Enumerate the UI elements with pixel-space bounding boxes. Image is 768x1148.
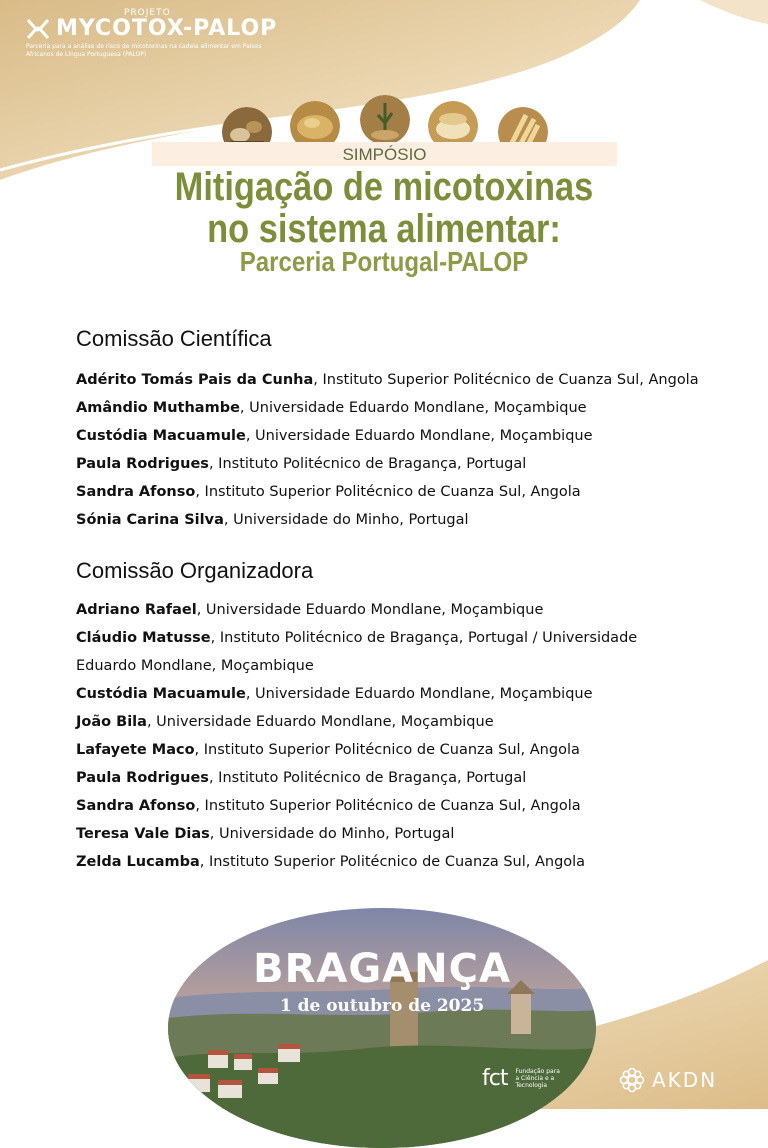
top-right-wave <box>700 0 768 24</box>
member-affiliation: , Universidade Eduardo Mondlane, Moçambique <box>239 400 587 416</box>
member-affiliation: , Universidade Eduardo Mondlane, Moçambique <box>245 428 593 444</box>
list-item <box>76 366 736 394</box>
akdn-emblem-icon <box>618 1066 646 1094</box>
project-label: PROJETO <box>124 8 171 18</box>
member-affiliation: , Universidade do Minho, Portugal <box>223 512 469 528</box>
list-item <box>76 764 736 792</box>
member-affiliation: , Instituto Superior Politécnico de Cuanza Sul, Angola <box>194 742 580 758</box>
symposium-label: SIMPÓSIO <box>342 145 427 164</box>
member-name: Amândio Muthambe <box>76 400 240 416</box>
list-item <box>76 422 736 450</box>
list-item <box>76 708 736 736</box>
list-item <box>76 394 736 422</box>
project-logo <box>26 8 286 59</box>
list-item <box>76 680 736 708</box>
member-affiliation: , Instituto Superior Politécnico de Cuanza Sul, Angola <box>195 484 581 500</box>
event-subtitle: Parceria Portugal-PALOP <box>239 246 529 277</box>
member-name: Paula Rodrigues <box>76 770 209 786</box>
list-item <box>76 820 736 848</box>
akdn-logo <box>618 1066 717 1094</box>
project-name: MYCOTOX-PALOP <box>56 16 278 41</box>
member-name: Lafayete Maco <box>76 742 195 758</box>
member-name: Adriano Rafael <box>76 602 197 618</box>
member-affiliation: , Instituto Superior Politécnico de Cuanza Sul, Angola <box>195 798 581 814</box>
member-affiliation: , Instituto Politécnico de Bragança, Portugal / Universidade Eduardo Mondlane, Moçambique <box>76 630 638 674</box>
member-name: Sónia Carina Silva <box>76 512 224 528</box>
list-item <box>76 478 736 506</box>
organizing-committee-list <box>76 596 736 876</box>
mycotox-logo-icon <box>26 18 50 40</box>
list-item <box>76 736 736 764</box>
member-affiliation: , Instituto Superior Politécnico de Cuanza Sul, Angola <box>199 854 586 870</box>
organizing-committee-heading: Comissão Organizadora <box>76 558 314 583</box>
city-name: BRAGANÇA <box>253 946 511 992</box>
member-affiliation: , Instituto Politécnico de Bragança, Portugal <box>208 456 527 472</box>
event-title-line1: Mitigação de micotoxinas <box>174 165 594 209</box>
list-item <box>76 596 736 624</box>
member-name: Zelda Lucamba <box>76 854 200 870</box>
member-affiliation: , Universidade Eduardo Mondlane, Moçambique <box>196 602 544 618</box>
member-affiliation: , Universidade do Minho, Portugal <box>209 826 455 842</box>
fct-text: Fundação para a Ciência e a Tecnologia <box>515 1068 560 1089</box>
city-illustration <box>168 908 596 1148</box>
member-affiliation: , Instituto Superior Politécnico de Cuanza Sul, Angola <box>313 372 699 388</box>
scientific-committee-list <box>76 366 736 534</box>
member-name: Sandra Afonso <box>76 484 196 500</box>
project-subtitle: Parceria para a análise de risco de micotoxinas na cadeia alimentar em Países Africanos de Língua Portuguesa (PALOP) <box>26 43 262 58</box>
member-name: João Bila <box>76 714 147 730</box>
member-affiliation: , Universidade Eduardo Mondlane, Moçambique <box>146 714 494 730</box>
scientific-committee-heading: Comissão Científica <box>76 326 272 351</box>
list-item <box>76 848 736 876</box>
member-affiliation: , Instituto Politécnico de Bragança, Portugal <box>208 770 527 786</box>
member-name: Custódia Macuamule <box>76 428 246 444</box>
list-item <box>76 624 676 680</box>
event-date: 1 de outubro de 2025 <box>279 996 485 1016</box>
braganca-photo <box>168 908 596 1148</box>
member-name: Teresa Vale Dias <box>76 826 210 842</box>
member-affiliation: , Universidade Eduardo Mondlane, Moçambique <box>245 686 593 702</box>
list-item <box>76 450 736 478</box>
member-name: Adérito Tomás Pais da Cunha <box>76 372 314 388</box>
fct-mark: fct <box>482 1066 508 1091</box>
member-name: Sandra Afonso <box>76 798 196 814</box>
member-name: Cláudio Matusse <box>76 630 211 646</box>
event-title-line2: no sistema alimentar: <box>207 207 561 251</box>
member-name: Paula Rodrigues <box>76 456 209 472</box>
list-item <box>76 506 736 534</box>
food-photo-3 <box>360 95 410 145</box>
akdn-text: AKDN <box>652 1068 718 1092</box>
member-name: Custódia Macuamule <box>76 686 246 702</box>
fct-logo <box>482 1066 561 1091</box>
list-item <box>76 792 736 820</box>
